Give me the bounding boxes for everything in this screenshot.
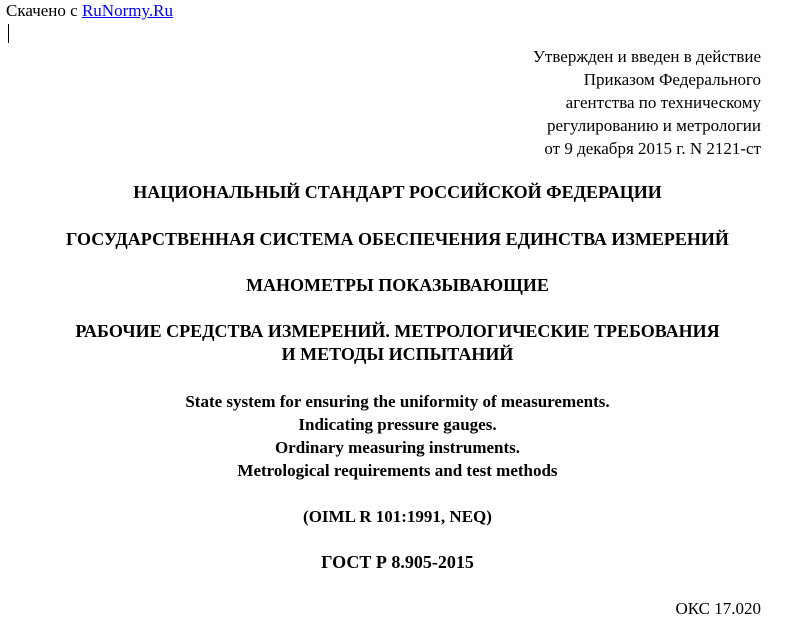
approval-block xyxy=(533,45,761,160)
text-cursor xyxy=(8,24,9,43)
english-title-line: Indicating pressure gauges. xyxy=(298,415,497,434)
approval-line: регулированию и метрологии xyxy=(546,116,761,135)
oiml-reference: (OIML R 101:1991, NEQ) xyxy=(303,507,492,526)
approval-line: Утвержден и введен в действие xyxy=(532,47,761,66)
oks-code: ОКС 17.020 xyxy=(675,599,761,618)
approval-line: агентства по техническому xyxy=(565,93,761,112)
gauges-heading: МАНОМЕТРЫ ПОКАЗЫВАЮЩИЕ xyxy=(246,275,549,295)
english-title xyxy=(0,390,790,482)
english-title-line: Ordinary measuring instruments. xyxy=(274,438,521,457)
working-instruments-heading xyxy=(0,320,790,366)
approval-line: Приказом Федерального xyxy=(583,70,761,89)
source-line xyxy=(6,1,173,21)
english-title-line: Metrological requirements and test methods xyxy=(237,461,558,480)
source-link[interactable]: RuNormy.Ru xyxy=(81,1,173,20)
approval-line: от 9 декабря 2015 г. N 2121-ст xyxy=(544,139,761,158)
heading-line: И МЕТОДЫ ИСПЫТАНИЙ xyxy=(281,344,514,364)
gost-number: ГОСТ Р 8.905-2015 xyxy=(321,552,474,572)
state-system-heading: ГОСУДАРСТВЕННАЯ СИСТЕМА ОБЕСПЕЧЕНИЯ ЕДИНСТВА ИЗМЕРЕНИЙ xyxy=(66,229,729,249)
national-standard-heading: НАЦИОНАЛЬНЫЙ СТАНДАРТ РОССИЙСКОЙ ФЕДЕРАЦИИ xyxy=(133,182,662,202)
source-prefix: Скачено с xyxy=(6,1,82,20)
heading-line: РАБОЧИЕ СРЕДСТВА ИЗМЕРЕНИЙ. МЕТРОЛОГИЧЕСКИЕ ТРЕБОВАНИЯ xyxy=(75,321,720,341)
english-title-line: State system for ensuring the uniformity of measurements. xyxy=(185,392,610,411)
